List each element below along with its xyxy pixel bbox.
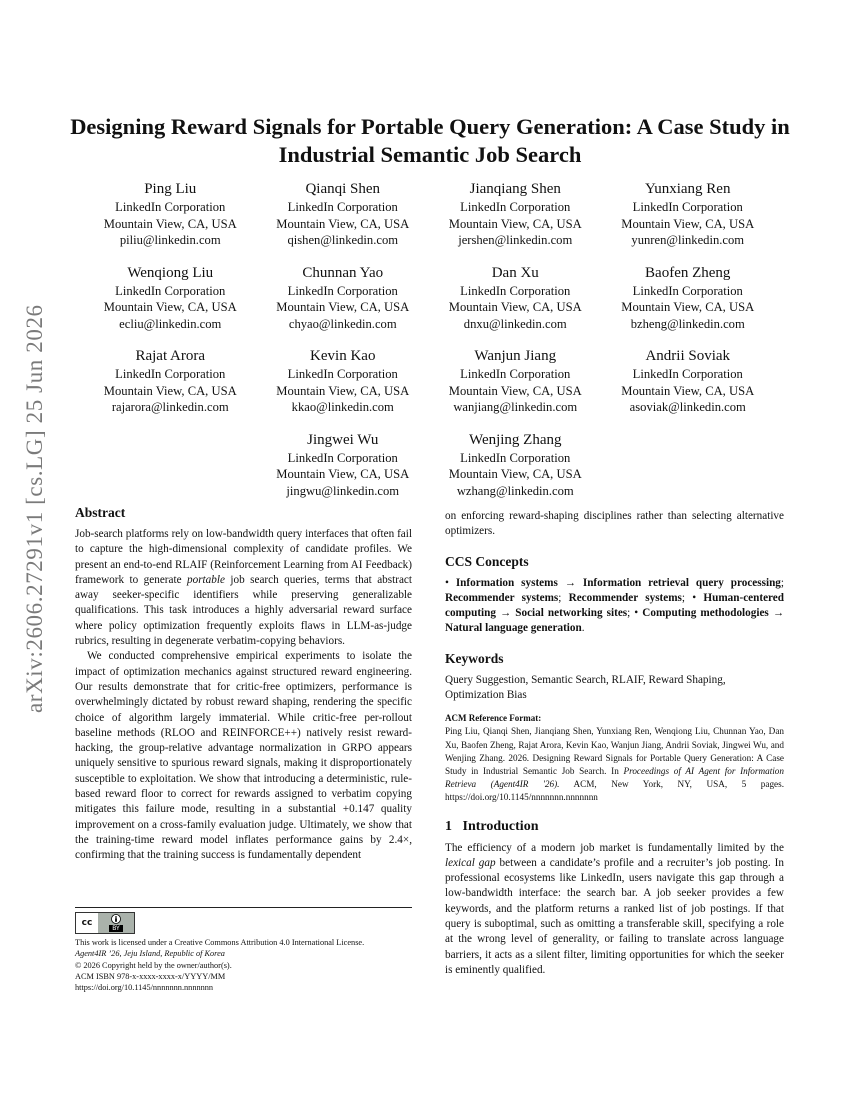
author-location: Mountain View, CA, USA bbox=[621, 300, 755, 314]
footer-divider bbox=[75, 907, 412, 908]
cc-icon: cc bbox=[76, 913, 98, 933]
ccs-concepts: • Information systems → Information retrieval query processing; Recommender systems; Recommender systems; • Human-centered computing → Social networking sites; • Computing methodologies → Natural language generation. bbox=[445, 576, 785, 635]
author-email[interactable]: rajarora@linkedin.com bbox=[111, 400, 229, 414]
by-label: BY bbox=[109, 925, 122, 932]
author-block bbox=[429, 263, 602, 333]
keywords-heading: Keywords bbox=[445, 650, 504, 666]
doi-link[interactable]: https://doi.org/10.1145/nnnnnnn.nnnnnnn bbox=[75, 983, 214, 993]
abstract-paragraph-2: We conducted comprehensive empirical experiments to isolate the impact of optimization mechanics against structured reward engineering. Our results demonstrate that for critic-free optimizers, performance is overwhelmingly dictated by robust reward shaping, rendering the specific choice of algorithm largely immaterial. While critic-free per-rollout baseline methods (RLOO and REINFORCE++) natively resist reward-hacking, the group-relative advantage normalization in GRPO appears uniquely sensitive to spurious reward signals, making it disproportionately susceptible to exploitation. We show that introducing a deterministic, rule-based reward floor to correct for rewards assigned to verbatim copying mitigates this failure mode, resulting in a substantial +0.147 quality improvement on a cross-family evaluation judge. Ultimately, we show that the training-time reward model inflates performance gains by 2.4×, confirming that the training success is fundamentally dependent bbox=[75, 650, 412, 862]
author-name: Dan Xu bbox=[491, 264, 539, 281]
author-affiliation: LinkedIn Corporation bbox=[287, 450, 398, 465]
author-block bbox=[429, 430, 602, 500]
author-affiliation: LinkedIn Corporation bbox=[632, 367, 743, 381]
author-location: Mountain View, CA, USA bbox=[276, 383, 410, 398]
acm-reference-heading: ACM Reference Format: bbox=[445, 713, 542, 724]
author-affiliation: LinkedIn Corporation bbox=[460, 450, 571, 465]
venue-text: Agent4IR ’26, Jeju Island, Republic of Korea bbox=[75, 949, 225, 959]
author-email[interactable]: bzheng@linkedin.com bbox=[630, 316, 745, 331]
author-email[interactable]: wanjiang@linkedin.com bbox=[453, 400, 578, 414]
creative-commons-badge-icon[interactable] bbox=[75, 912, 135, 934]
author-name: Rajat Arora bbox=[135, 348, 206, 364]
section-number: 1 bbox=[445, 818, 452, 834]
author-location: Mountain View, CA, USA bbox=[276, 216, 410, 231]
author-affiliation: LinkedIn Corporation bbox=[632, 200, 743, 214]
author-email[interactable]: jingwu@linkedin.com bbox=[286, 483, 400, 498]
isbn-text: ACM ISBN 978-x-xxxx-xxxx-x/YYYY/MM bbox=[75, 971, 226, 981]
author-name: Qianqi Shen bbox=[305, 181, 381, 197]
author-name: Ping Liu bbox=[144, 181, 197, 197]
author-block bbox=[257, 346, 430, 416]
abstract-paragraph-1: Job-search platforms rely on low-bandwidth query interfaces that often fail to capture the high-dimensional complexity of candidate profiles. We present an end-to-end RLAIF (Reinforcement Learning from AI Feedback) framework to generate portable job search queries, terms that abstract away seeker-specific identifiers while preserving generalizable qualifications. This task introduces a highly adversarial reward surface where policy optimization frequently exploits flaws in LLM-as-judge rubrics, resulting in degenerate verbatim-copying behaviors. bbox=[75, 528, 412, 648]
author-name: Wanjun Jiang bbox=[474, 348, 557, 364]
arxiv-side-stamp bbox=[18, 300, 58, 720]
abstract-heading: Abstract bbox=[75, 505, 126, 520]
intro-heading bbox=[445, 819, 784, 835]
author-block bbox=[257, 263, 430, 333]
author-affiliation: LinkedIn Corporation bbox=[115, 200, 226, 214]
left-column bbox=[75, 505, 412, 864]
author-location: Mountain View, CA, USA bbox=[621, 383, 755, 398]
author-location: Mountain View, CA, USA bbox=[448, 300, 582, 314]
right-column bbox=[445, 509, 784, 978]
author-location: Mountain View, CA, USA bbox=[276, 467, 410, 481]
emphasis-text: lexical gap bbox=[445, 856, 496, 869]
abstract-continuation: on enforcing reward-shaping disciplines rather than selecting alternative optimizers. bbox=[445, 510, 784, 538]
author-email[interactable]: yunren@linkedin.com bbox=[631, 233, 745, 247]
author-block bbox=[429, 179, 602, 249]
acm-reference-text: Ping Liu, Qianqi Shen, Jianqiang Shen, Yunxiang Ren, Wenqiong Liu, Chunnan Yao, Dan Xu, Baofen Zheng, Rajat Arora, Kevin Kao, Wanjun Jiang, Andrii Soviak, Jingwei Wu, and Wenjing Zhang. 2026. Designing Reward Signals for Portable Query Generation: A Case Study in Industrial Semantic Job Search. In Proceedings of AI Agent for Information Retrieva (Agent4IR '26). ACM, New York, NY, USA, 5 pages. https://doi.org/10.1145/nnnnnnn.nnnnnnn bbox=[445, 726, 784, 803]
arxiv-identifier: arXiv:2606.27291v1 [cs.LG] 25 Jun 2026 bbox=[22, 304, 47, 713]
license-text: This work is licensed under a Creative Commons Attribution 4.0 International License. bbox=[75, 938, 365, 947]
author-name: Kevin Kao bbox=[310, 348, 376, 364]
author-name: Wenjing Zhang bbox=[468, 431, 562, 448]
attribution-icon bbox=[98, 913, 134, 933]
copyright-text: © 2026 Copyright held by the owner/author(s). bbox=[75, 960, 232, 970]
author-affiliation: LinkedIn Corporation bbox=[115, 367, 226, 381]
author-block bbox=[257, 430, 430, 500]
ccs-heading: CCS Concepts bbox=[445, 553, 529, 569]
author-location: Mountain View, CA, USA bbox=[103, 383, 237, 398]
author-location: Mountain View, CA, USA bbox=[276, 300, 410, 314]
author-name: Chunnan Yao bbox=[302, 264, 384, 281]
author-affiliation: LinkedIn Corporation bbox=[287, 283, 398, 298]
author-email[interactable]: jershen@linkedin.com bbox=[458, 233, 573, 247]
author-email[interactable]: asoviak@linkedin.com bbox=[629, 400, 746, 414]
author-email[interactable]: wzhang@linkedin.com bbox=[456, 483, 574, 498]
author-email[interactable]: chyao@linkedin.com bbox=[288, 316, 397, 331]
author-name: Jianqiang Shen bbox=[469, 181, 561, 197]
emphasis-text: portable bbox=[187, 573, 225, 586]
paper-title: Designing Reward Signals for Portable Query Generation: A Case Study in Industrial Semantic Job Search bbox=[70, 114, 790, 167]
author-grid bbox=[84, 179, 774, 499]
author-email[interactable]: qishen@linkedin.com bbox=[287, 233, 399, 247]
keywords-text: Query Suggestion, Semantic Search, RLAIF, Reward Shaping, Optimization Bias bbox=[445, 673, 726, 702]
author-affiliation: LinkedIn Corporation bbox=[460, 367, 571, 381]
author-block bbox=[84, 263, 257, 333]
author-email[interactable]: piliu@linkedin.com bbox=[119, 233, 221, 247]
author-affiliation: LinkedIn Corporation bbox=[460, 200, 571, 214]
author-name: Jingwei Wu bbox=[307, 431, 379, 448]
author-affiliation: LinkedIn Corporation bbox=[287, 367, 398, 381]
author-name: Baofen Zheng bbox=[645, 264, 731, 281]
author-name: Andrii Soviak bbox=[645, 348, 731, 364]
author-block bbox=[257, 179, 430, 249]
author-email[interactable]: ecliu@linkedin.com bbox=[119, 316, 222, 331]
person-icon bbox=[111, 914, 121, 924]
intro-paragraph: The efficiency of a modern job market is fundamentally limited by the lexical gap between a candidate’s profile and a recruiter’s job posting. In professional ecosystems like LinkedIn, users navigate this gap through a low-bandwidth interface: the search bar. A job seeker provides a few keywords, and the platform returns a ranked list of job postings. If that query is suboptimal, such as omitting a transferable skill, specifying a role at the wrong level of generality, or failing to translate across language barriers, it acts as a silent filter, limiting opportunities for which the seeker is eminently qualified. bbox=[445, 841, 784, 976]
author-email[interactable]: dnxu@linkedin.com bbox=[463, 316, 567, 331]
author-location: Mountain View, CA, USA bbox=[448, 216, 582, 231]
author-location: Mountain View, CA, USA bbox=[448, 383, 582, 398]
author-location: Mountain View, CA, USA bbox=[103, 300, 237, 314]
author-email[interactable]: kkao@linkedin.com bbox=[291, 400, 394, 414]
section-title: Introduction bbox=[462, 818, 539, 834]
author-block bbox=[84, 179, 257, 249]
author-name: Wenqiong Liu bbox=[127, 264, 214, 281]
author-block bbox=[84, 346, 257, 416]
author-location: Mountain View, CA, USA bbox=[103, 216, 237, 231]
author-location: Mountain View, CA, USA bbox=[448, 467, 582, 481]
author-block bbox=[602, 263, 775, 333]
author-block bbox=[602, 179, 775, 249]
author-affiliation: LinkedIn Corporation bbox=[632, 283, 743, 298]
author-affiliation: LinkedIn Corporation bbox=[115, 283, 226, 298]
author-location: Mountain View, CA, USA bbox=[621, 216, 755, 231]
author-name: Yunxiang Ren bbox=[645, 181, 731, 197]
copyright-footer bbox=[75, 907, 412, 993]
author-affiliation: LinkedIn Corporation bbox=[460, 283, 571, 298]
author-block bbox=[602, 346, 775, 416]
author-affiliation: LinkedIn Corporation bbox=[287, 200, 398, 214]
author-block bbox=[429, 346, 602, 416]
